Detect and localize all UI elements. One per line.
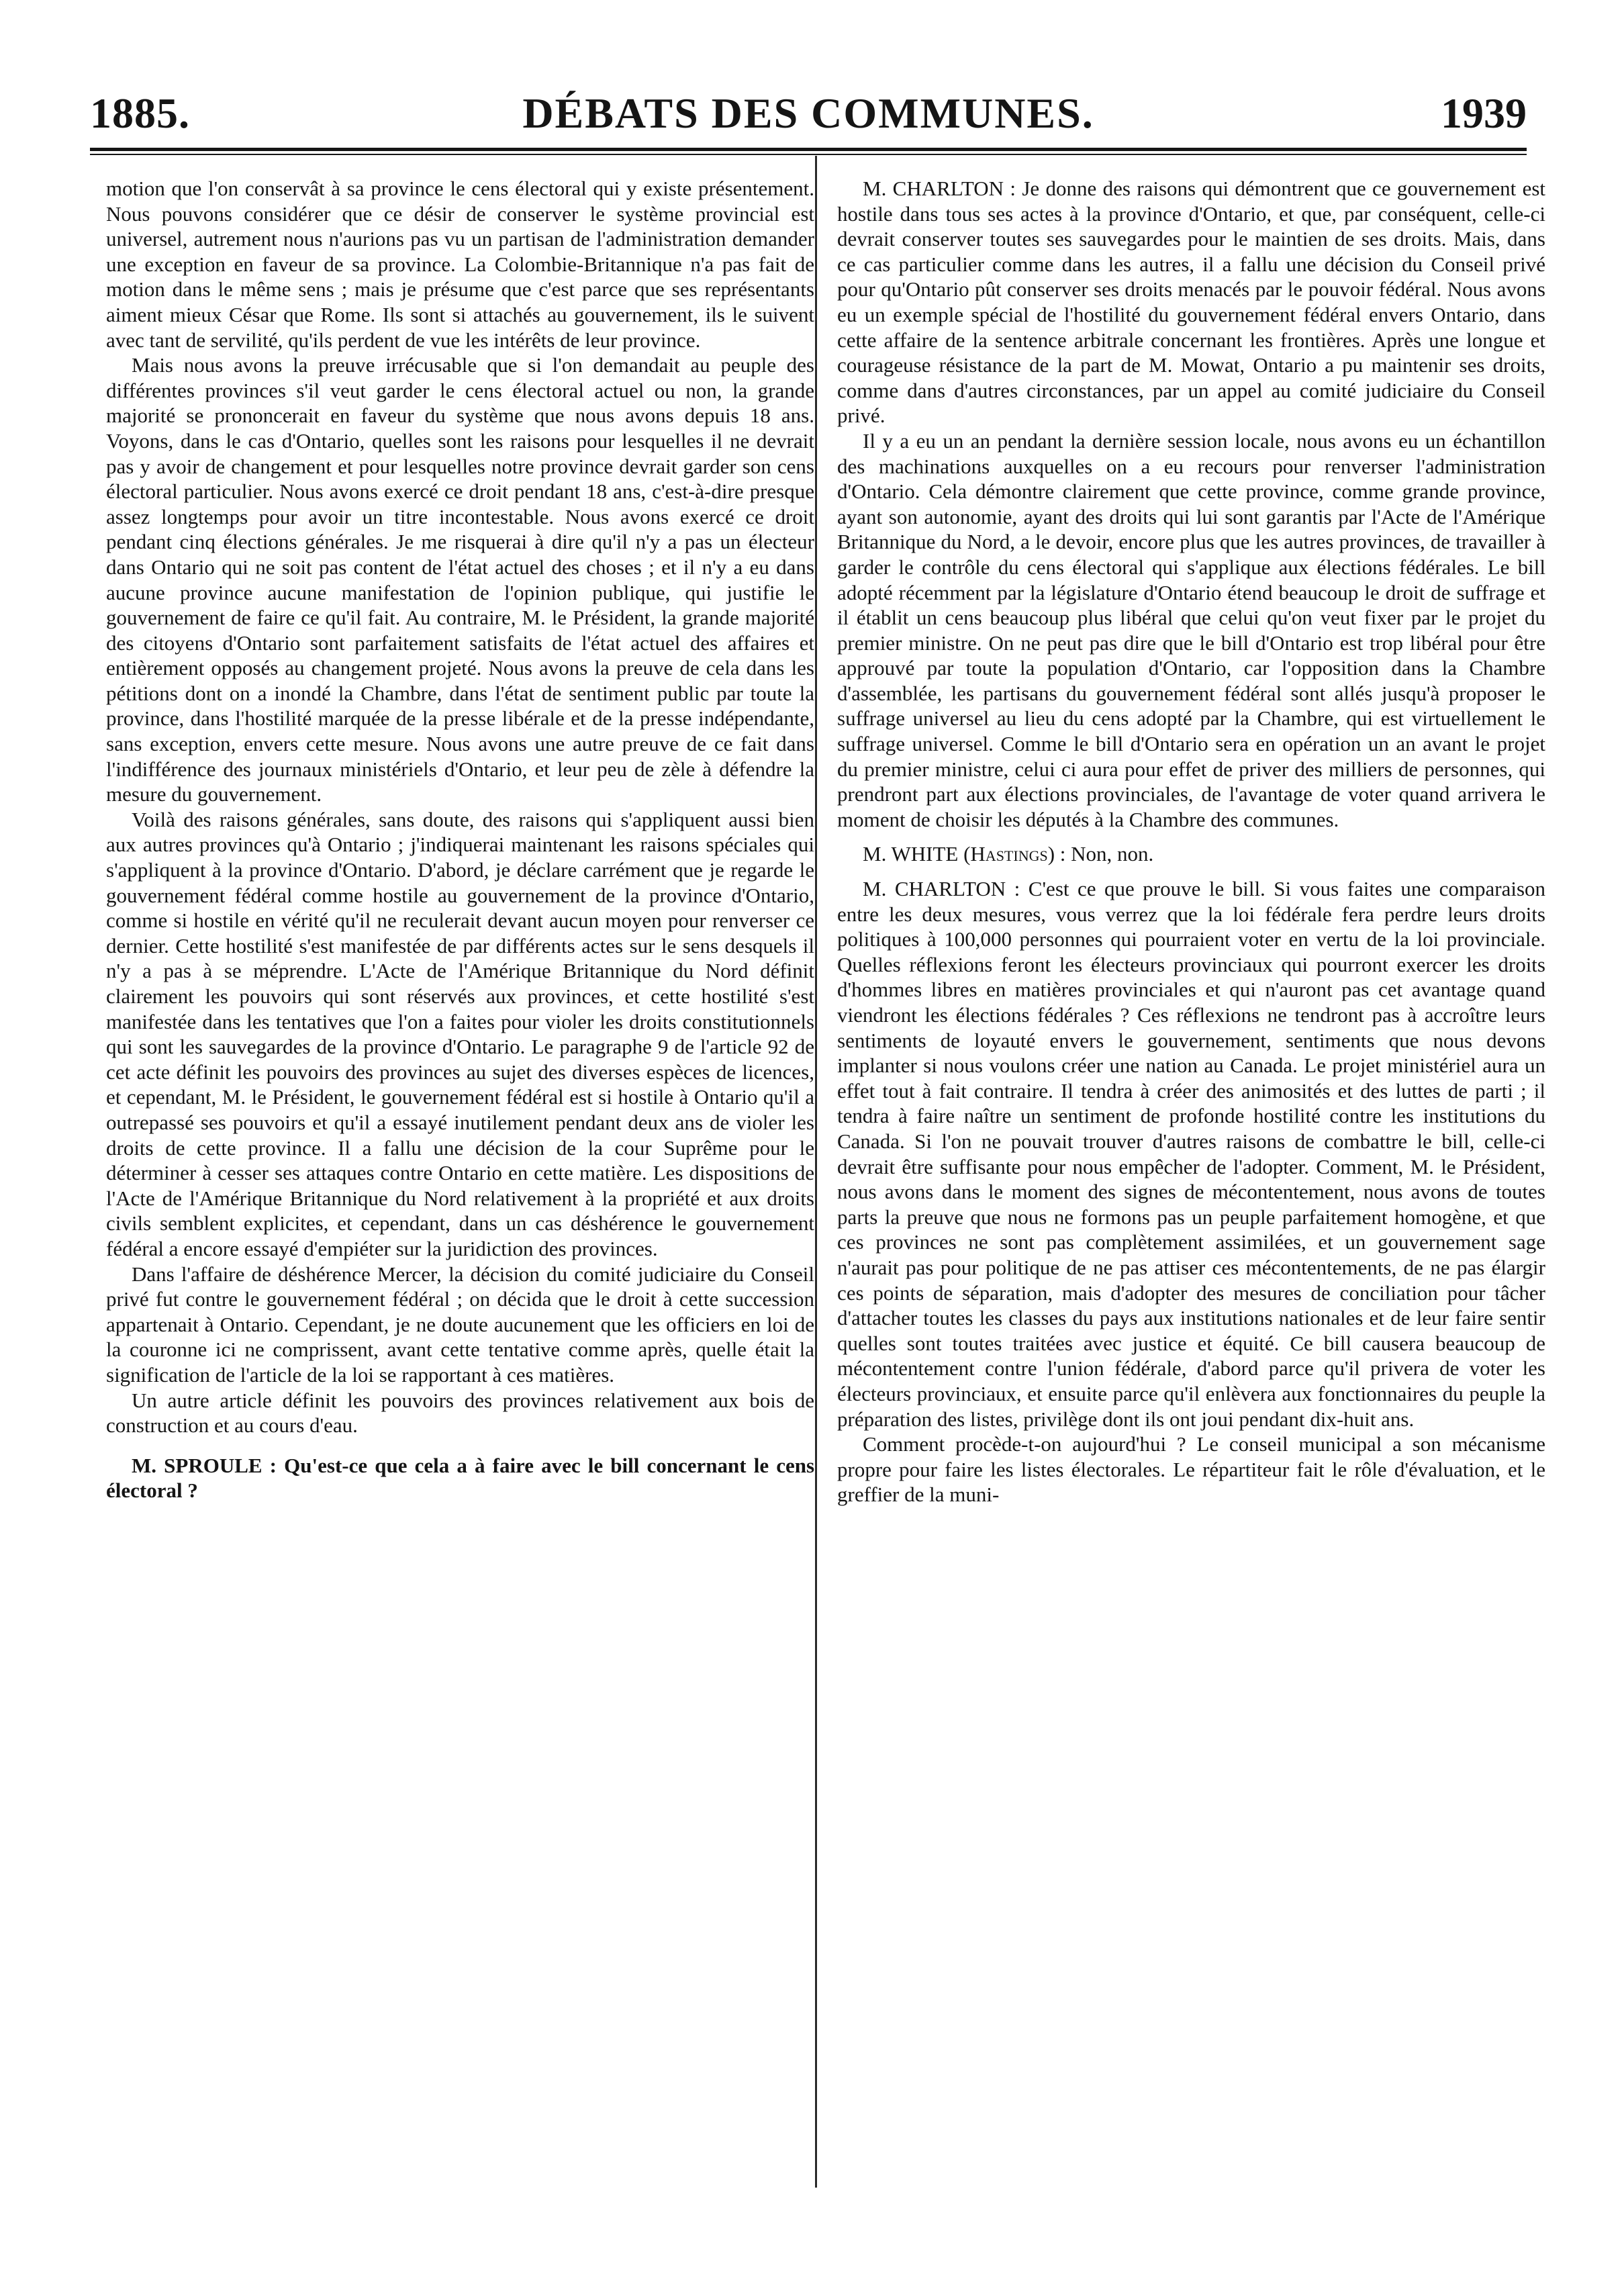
header-page-number: 1939 xyxy=(1441,89,1527,137)
paragraph: Un autre article définit les pouvoirs des provinces relativement aux bois de construction et au cours d'eau. xyxy=(106,1388,814,1438)
paragraph: Il y a eu un an pendant la dernière session locale, nous avons eu un échantillon des machinations auxquelles on a eu recours pour renverser l'administration d'Ontario. Cela démontre clairement que cette province, comme grande province, ayant son autonomie, ayant des droits qui lui sont garantis par l'Acte de l'Amérique Britannique du Nord, a le devoir, encore plus que les autres provinces, de travailler à garder le contrôle du cens électoral qui s'applique aux élections fédérales. Le bill adopté récemment par la législature d'Ontario étend beaucoup le droit de suffrage et il établit un cens beaucoup plus libéral que celui qu'on veut fixer par le projet du premier ministre. On ne peut pas dire que le bill d'Ontario est trop libéral pour être approuvé par toute la population d'Ontario, car l'opposition dans la Chambre d'assemblée, les partisans du gouvernement fédéral sont allés jusqu'à proposer le suffrage universel au lieu du cens adopté par la Chambre, qui est virtuellement le suffrage universel. Comme le bill d'Ontario sera en opération un an avant le projet du premier ministre, celui ci aura pour effet de priver des milliers de personnes, qui prendront part aux élections provinciales, de l'avantage de voter quand arrivera le moment de choisir les députés à la Chambre des communes. xyxy=(837,428,1545,831)
header-rule-thin xyxy=(90,154,1527,155)
right-column xyxy=(837,176,1545,2184)
header-rule xyxy=(90,148,1527,151)
speech-text: Qu'est-ce que cela a à faire avec le bill concernant le cens électoral ? xyxy=(106,1453,814,1503)
speaker-name: M. SPROULE : xyxy=(132,1453,277,1477)
speaker-name: M. WHITE (Hastings) : xyxy=(863,842,1066,866)
speech-white xyxy=(837,841,1545,867)
paragraph: Mais nous avons la preuve irrécusable que si l'on demandait au peuple des différentes provinces s'il veut garder le cens électoral actuel ou non, la grande majorité se prononcerait en faveur du système que nous avons depuis 18 ans. Voyons, dans le cas d'Ontario, quelles sont les raisons pour lesquelles il ne devrait pas y avoir de changement et pour lesquelles notre province devrait garder son cens électoral particulier. Nous avons exercé ce droit pendant 18 ans, c'est-à-dire presque assez longtemps pour avoir un titre incontestable. Nous avons exercé ce droit pendant cinq élections générales. Je me risquerai à dire qu'il n'y a pas un électeur dans Ontario qui ne soit pas content de l'état actuel des choses ; et il n'y a eu dans aucune province aucune manifestation de l'opinion publique, qui justifie le gouvernement de faire ce qu'il fait. Au contraire, M. le Président, la grande majorité des citoyens d'Ontario sont parfaitement satisfaits de l'état actuel des affaires et entièrement opposés au changement projeté. Nous avons la preuve de cela dans les pétitions dont on a inondé la Chambre, dans l'état de sentiment public par toute la province, dans l'hostilité marquée de la presse libérale et de la presse indépendante, sans exception, envers cette mesure. Nous avons une autre preuve de ce fait dans l'indifférence des journaux ministériels d'Ontario, et leur peu de zèle à défendre la mesure du gouvernement. xyxy=(106,353,814,806)
speech-text: Je donne des raisons qui démontrent que ce gouvernement est hostile dans tous ses actes à la province d'Ontario, et que, par conséquent, celle-ci devrait conserver toutes ses sauvegardes pour le maintien de ses droits. Mais, dans ce cas particulier comme dans les autres, il a fallu une décision du Conseil privé pour qu'Ontario pût conserver ses droits menacés par le pouvoir fédéral. Nous avons eu un exemple spécial de l'hostilité du gouvernement fédéral envers Ontario, dans cette affaire de la sentence arbitrale concernant les frontières. Après une longue et courageuse résistance de la part de M. Mowat, Ontario a pu maintenir ses droits, comme dans d'autres circonstances, par un appel au comité judiciaire du Conseil privé. xyxy=(837,177,1545,428)
header-title: DÉBATS DES COMMUNES. xyxy=(522,89,1094,137)
column-divider xyxy=(815,156,817,2188)
speech-sproule xyxy=(106,1453,814,1503)
speaker-name: M. CHARLTON : xyxy=(863,877,1020,901)
header-year: 1885. xyxy=(90,89,190,137)
page-header xyxy=(90,89,1527,142)
speech-charlton-1 xyxy=(837,176,1545,428)
speaker-name: M. CHARLTON : xyxy=(863,177,1016,200)
paragraph: motion que l'on conservât à sa province le cens électoral qui y existe présentement. Nous pouvons considérer que ce désir de conserver le système provincial est universel, autrement nous n'aurions pas vu un partisan de l'administration demander une exception en faveur de sa province. La Colombie-Britannique n'a pas fait de motion dans le même sens ; mais je présume que c'est parce que ses représentants aiment mieux César que Rome. Ils sont si attachés au gouvernement, ils le suivent avec tant de servilité, qu'ils perdent de vue les intérêts de leur province. xyxy=(106,177,814,352)
paragraph: Dans l'affaire de déshérence Mercer, la décision du comité judiciaire du Conseil privé fut contre le gouvernement fédéral ; on décida que le droit à cette succession appartenait à Ontario. Cependant, je ne doute aucunement que les officiers en loi de la couronne ici ne comprissent, avant cette tentative comme après, quelle était la signification de l'article de la loi se rapportant à ces matières. xyxy=(106,1262,814,1387)
speech-text: C'est ce que prouve le bill. Si vous faites une comparaison entre les deux mesures, vous verrez que la loi fédérale fera perdre leurs droits politiques à 100,000 personnes qui pourraient voter en vertu de la loi provinciale. Quelles réflexions feront les électeurs provinciaux qui pourront exercer les droits d'hommes libres en matières provinciales et qui n'auront pas cet avantage quand viendront les élections fédérales ? Ces réflexions ne tendront pas à accroître leurs sentiments de loyauté envers le gouvernement, sentiments que nous devons implanter si nous voulons créer une nation au Canada. Le projet ministériel aura un effet tout à fait contraire. Il tendra à créer des animosités et des luttes de parti ; il tendra à faire naître un sentiment de profonde hostilité contre les institutions du Canada. Si l'on ne pouvait trouver d'autres raisons de combattre le bill, celle-ci devrait être suffisante pour nous empêcher de l'adopter. Comment, M. le Président, nous avons dans le moment des signes de mécontentement, nous avons de toutes parts la preuve que nous ne formons pas un peuple parfaitement homogène, et que ces provinces ne sont pas complètement assimilées, et un gouvernement sage n'aurait pas pour politique de ne pas attiser ces mécontentements, de ne pas élargir ces points de séparation, mais d'adopter des mesures de conciliation pour tâcher d'attacher toutes les classes du pays aux institutions nationales et de leur faire sentir quelles sont toutes traitées avec justice et équité. Ce bill causera beaucoup de mécontentement contre l'union fédérale, d'abord parce qu'il privera de voter les électeurs provinciaux, et ensuite parce qu'il enlèvera aux fonctionnaires du peuple la préparation des listes, privilège dont ils ont joui pendant dix-huit ans. xyxy=(837,877,1545,1431)
speech-charlton-2 xyxy=(837,876,1545,1432)
left-column xyxy=(106,176,814,2184)
paragraph: Voilà des raisons générales, sans doute, des raisons qui s'appliquent aussi bien aux autres provinces qu'à Ontario ; j'indiquerai maintenant les raisons spéciales qui s'appliquent à la province d'Ontario. D'abord, je déclare carrément que je regarde le gouvernement fédéral comme hostile au gouvernement de la province d'Ontario, comme si hostile en vérité qu'il ne reculerait devant aucun moyen pour renverser ce dernier. Cette hostilité s'est manifestée de par différents actes sur le sens desquels il n'y a pas à se méprendre. L'Acte de l'Amérique Britannique du Nord définit clairement les pouvoirs qui sont réservés aux provinces, et cette hostilité s'est manifestée dans les tentatives que l'on a faites pour violer les droits constitutionnels qui sont les sauvegardes de la province d'Ontario. Le paragraphe 9 de l'article 92 de cet acte définit les pouvoirs des provinces au sujet des diverses espèces de licences, et cependant, M. le Président, le gouvernement fédéral est si hostile à Ontario qu'il a outrepassé ses pouvoirs et qu'il a essayé inutilement pendant deux ans de violer les droits de cette province. Il a fallu une décision de la cour Suprême pour le déterminer à cesser ses attaques contre Ontario en cette matière. Les dispositions de l'Acte de l'Amérique Britannique du Nord relativement à la propriété et aux droits civils semblent explicites, et cependant, dans un cas déshérence le gouvernement fédéral a encore essayé d'empiéter sur la juridiction des provinces. xyxy=(106,807,814,1260)
speech-text: Non, non. xyxy=(1071,842,1154,866)
paragraph: Comment procède-t-on aujourd'hui ? Le conseil municipal a son mécanisme propre pour faire les listes électorales. Le répartiteur fait le rôle d'évaluation, et le greffier de la muni- xyxy=(837,1432,1545,1507)
